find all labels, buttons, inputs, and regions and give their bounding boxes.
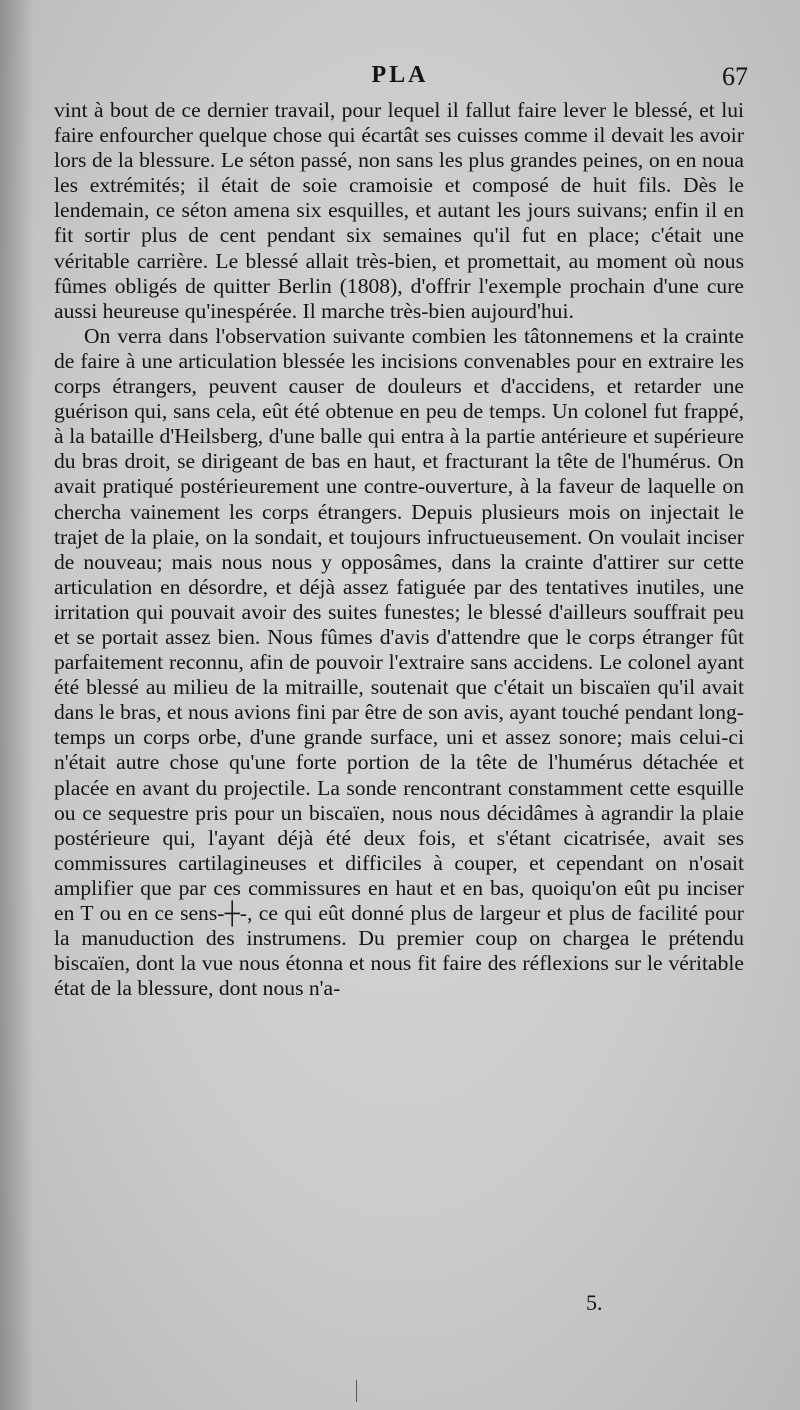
paper-mark — [356, 1380, 357, 1402]
page-edge-shadow — [0, 0, 34, 1410]
running-head: PLA — [371, 62, 429, 88]
page-number: 67 — [722, 62, 748, 91]
body-text — [54, 98, 744, 1001]
signature-mark: 5. — [586, 1290, 603, 1315]
page-header — [50, 62, 750, 96]
paragraph-continuation: vint à bout de ce dernier travail, pour lequel il fallut faire lever le blessé, et lui faire enfourcher quelque chose qui écartât ses cuisses comme il devait les avoir lors de la blessure. Le séton passé, non sans les plus grandes peines, on en noua les extrémités; il était de soie cramoisie et composé de huit fils. Dès le lendemain, ce séton amena six esquilles, et autant les jours suivans; enfin il en fit sortir plus de cent pendant six semaines qu'il fut en place; c'était une véritable carrière. Le blessé allait très-bien, et promettait, au moment où nous fûmes obligés de quitter Berlin (1808), d'offrir l'exemple prochain d'une cure aussi heureuse qu'inespérée. Il marche très-bien aujourd'hui. — [54, 98, 744, 323]
paragraph-observation: On verra dans l'observation suivante combien les tâtonnemens et la crainte de faire à une articulation blessée les incisions convenables pour en extraire les corps étrangers, peuvent causer de douleurs et d'accidens, et retarder une guérison qui, sans cela, eût été obtenue en peu de temps. Un colonel fut frappé, à la bataille d'Heilsberg, d'une balle qui entra à la partie antérieure et supérieure du bras droit, se dirigeant de bas en haut, et fracturant la tête de l'humérus. On avait pratiqué postérieurement une contre-ouverture, à la faveur de laquelle on chercha vainement les corps étrangers. Depuis plusieurs mois on injectait le trajet de la plaie, on la sondait, et toujours infructueusement. On voulait inciser de nouveau; mais nous nous y opposâmes, dans la crainte d'attirer sur cette articulation en désordre, et déjà assez fatiguée par des tentatives inutiles, une irritation qui pouvait avoir des suites funestes; le blessé d'ailleurs souffrait peu et se portait assez bien. Nous fûmes d'avis d'attendre que le corps étranger fût parfaitement reconnu, afin de pouvoir l'extraire sans accidens. Le colonel ayant été blessé au milieu de la mitraille, soutenait que c'était un biscaïen qu'il avait dans le bras, et nous avions fini par être de son avis, ayant touché pendant long-temps un corps orbe, d'une grande surface, uni et assez sonore; mais celui-ci n'était autre chose qu'une forte portion de la tête de l'humérus détachée et placée en avant du projectile. La sonde rencontrant constamment cette esquille ou ce sequestre pris pour un biscaïen, nous nous décidâmes à agrandir la plaie postérieure qui, l'ayant déjà été deux fois, et s'étant cicatrisée, avait ses commissures cartilagineuses et difficiles à couper, et cependant on n'osait amplifier que par ces commissures en haut et en bas, quoiqu'on eût pu inciser en T ou en ce sens-┼-, ce qui eût donné plus de largeur et plus de facilité pour la manuduction des instrumens. Du premier coup on chargea le prétendu biscaïen, dont la vue nous étonna et nous fit faire des réflexions sur le véritable état de la blessure, dont nous n'a- — [54, 323, 744, 1001]
